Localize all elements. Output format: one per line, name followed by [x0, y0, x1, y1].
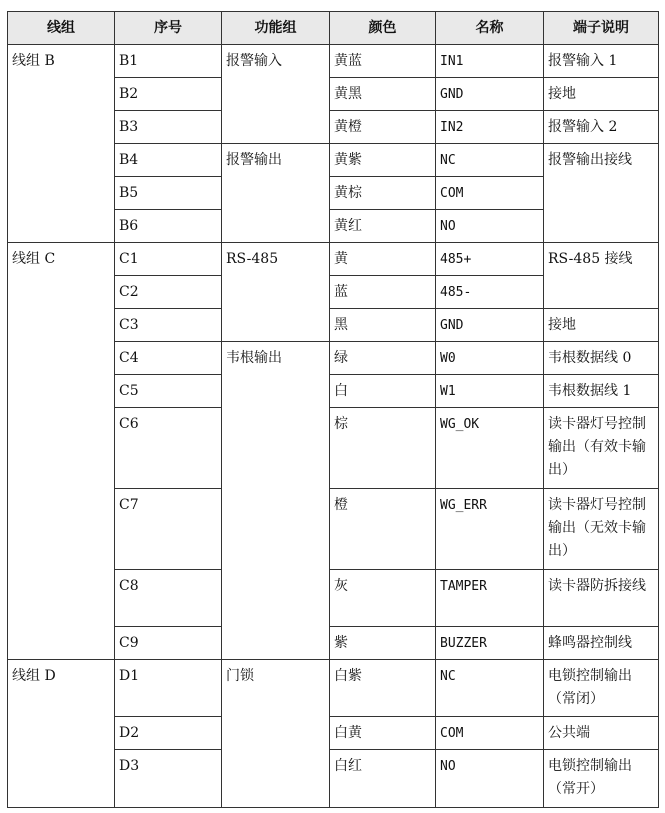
desc-cell: 接地: [544, 309, 659, 342]
name-cell: WG_ERR: [436, 489, 544, 570]
desc-cell: 报警输入 2: [544, 111, 659, 144]
header-cell: 线组: [8, 12, 115, 45]
name-cell: NC: [436, 660, 544, 717]
desc-cell: 韦根数据线 0: [544, 342, 659, 375]
seq-cell: D2: [115, 717, 222, 750]
color-cell: 黑: [330, 309, 436, 342]
table-row: [8, 660, 659, 717]
wire-group-cell: 线组 B: [8, 45, 115, 243]
name-cell: 485-: [436, 276, 544, 309]
color-cell: 黄: [330, 243, 436, 276]
header-row: [8, 12, 659, 45]
desc-cell: 读卡器防拆接线: [544, 570, 659, 627]
seq-cell: B6: [115, 210, 222, 243]
color-cell: 黄蓝: [330, 45, 436, 78]
wiring-table: [7, 11, 659, 808]
desc-cell: 报警输出接线: [544, 144, 659, 243]
seq-cell: C6: [115, 408, 222, 489]
header-cell: 端子说明: [544, 12, 659, 45]
seq-cell: C3: [115, 309, 222, 342]
function-group-cell: 报警输出: [222, 144, 330, 243]
name-cell: IN1: [436, 45, 544, 78]
desc-cell: 蜂鸣器控制线: [544, 627, 659, 660]
header-cell: 名称: [436, 12, 544, 45]
name-cell: 485+: [436, 243, 544, 276]
seq-cell: C8: [115, 570, 222, 627]
wire-group-cell: 线组 D: [8, 660, 115, 808]
name-cell: NO: [436, 210, 544, 243]
name-cell: IN2: [436, 111, 544, 144]
seq-cell: B3: [115, 111, 222, 144]
name-cell: BUZZER: [436, 627, 544, 660]
name-cell: GND: [436, 309, 544, 342]
name-cell: GND: [436, 78, 544, 111]
seq-cell: C5: [115, 375, 222, 408]
seq-cell: C9: [115, 627, 222, 660]
function-group-cell: 韦根输出: [222, 342, 330, 660]
color-cell: 灰: [330, 570, 436, 627]
header-cell: 颜色: [330, 12, 436, 45]
name-cell: TAMPER: [436, 570, 544, 627]
name-cell: COM: [436, 717, 544, 750]
table-row: [8, 45, 659, 78]
color-cell: 蓝: [330, 276, 436, 309]
seq-cell: D3: [115, 750, 222, 808]
color-cell: 橙: [330, 489, 436, 570]
desc-cell: 接地: [544, 78, 659, 111]
name-cell: WG_OK: [436, 408, 544, 489]
desc-cell: 读卡器灯号控制输出（无效卡输出）: [544, 489, 659, 570]
desc-cell: 电锁控制输出（常闭）: [544, 660, 659, 717]
seq-cell: B2: [115, 78, 222, 111]
color-cell: 白紫: [330, 660, 436, 717]
color-cell: 黄橙: [330, 111, 436, 144]
name-cell: COM: [436, 177, 544, 210]
desc-cell: 电锁控制输出（常开）: [544, 750, 659, 808]
desc-cell: 报警输入 1: [544, 45, 659, 78]
function-group-cell: 门锁: [222, 660, 330, 808]
seq-cell: C4: [115, 342, 222, 375]
color-cell: 绿: [330, 342, 436, 375]
header-cell: 功能组: [222, 12, 330, 45]
desc-cell: RS-485 接线: [544, 243, 659, 309]
seq-cell: C2: [115, 276, 222, 309]
name-cell: NO: [436, 750, 544, 808]
color-cell: 白红: [330, 750, 436, 808]
desc-cell: 韦根数据线 1: [544, 375, 659, 408]
color-cell: 紫: [330, 627, 436, 660]
seq-cell: D1: [115, 660, 222, 717]
color-cell: 黄棕: [330, 177, 436, 210]
color-cell: 黄紫: [330, 144, 436, 177]
color-cell: 棕: [330, 408, 436, 489]
table-row: [8, 243, 659, 276]
color-cell: 白黄: [330, 717, 436, 750]
seq-cell: B4: [115, 144, 222, 177]
name-cell: W1: [436, 375, 544, 408]
color-cell: 白: [330, 375, 436, 408]
header-cell: 序号: [115, 12, 222, 45]
function-group-cell: RS-485: [222, 243, 330, 342]
seq-cell: C1: [115, 243, 222, 276]
name-cell: W0: [436, 342, 544, 375]
color-cell: 黄黑: [330, 78, 436, 111]
seq-cell: B1: [115, 45, 222, 78]
wire-group-cell: 线组 C: [8, 243, 115, 660]
color-cell: 黄红: [330, 210, 436, 243]
name-cell: NC: [436, 144, 544, 177]
seq-cell: C7: [115, 489, 222, 570]
seq-cell: B5: [115, 177, 222, 210]
desc-cell: 公共端: [544, 717, 659, 750]
function-group-cell: 报警输入: [222, 45, 330, 144]
desc-cell: 读卡器灯号控制输出（有效卡输出）: [544, 408, 659, 489]
